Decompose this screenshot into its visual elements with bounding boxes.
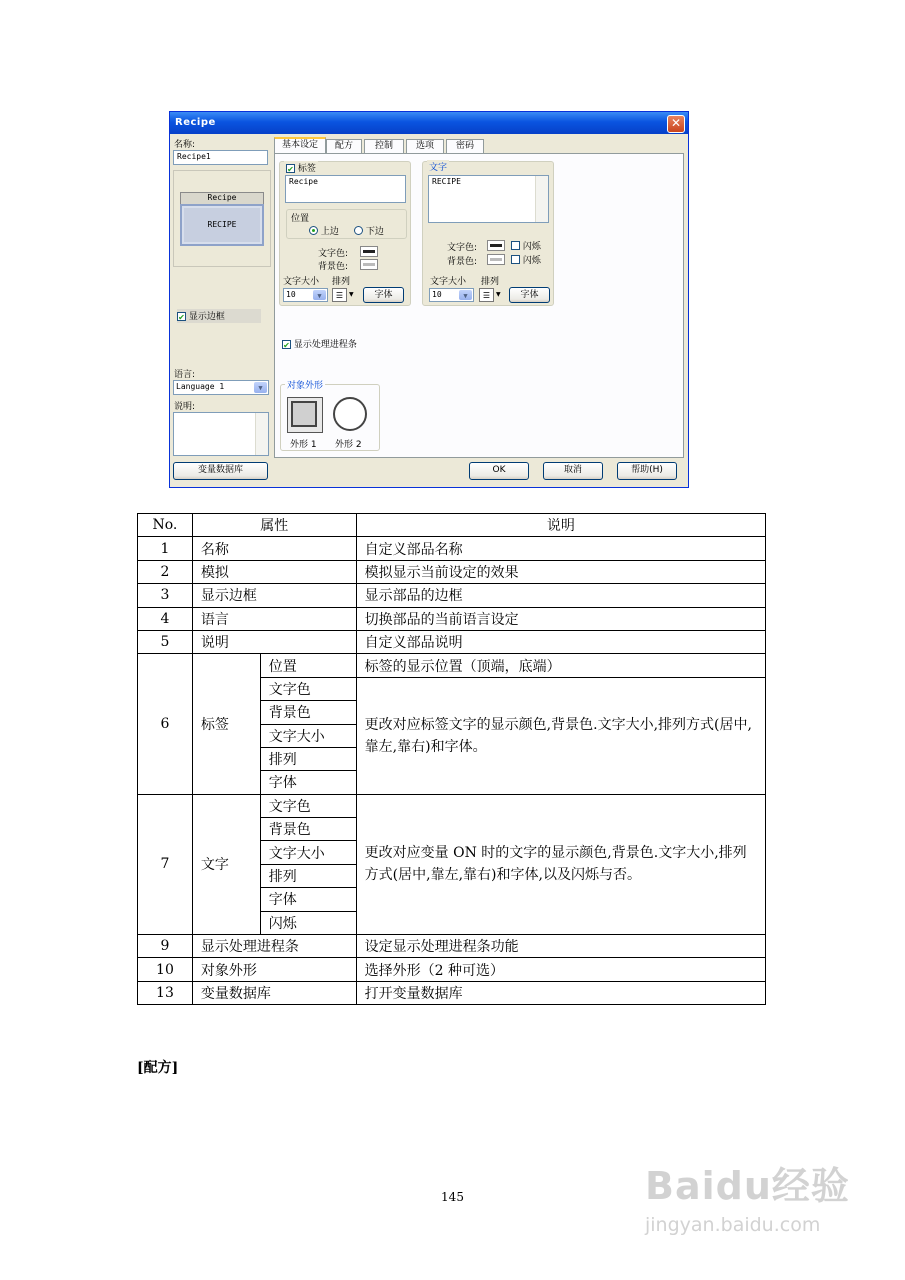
label-text-color-swatch[interactable] [360, 246, 378, 257]
label-font-button[interactable]: 字体 [363, 287, 404, 303]
label-font-size-select[interactable]: 10 ▼ [283, 288, 328, 302]
table-row: 文字色 更改对应标签文字的显示颜色,背景色.文字大小,排列方式(居中,靠左,靠右)和字体。 [138, 677, 766, 700]
show-border-checkbox[interactable]: ✔ 显示边框 [177, 309, 261, 323]
table-row: 1 名称 自定义部品名称 [138, 537, 766, 560]
table-row: 7 文字 文字色 更改对应变量 ON 时的文字的显示颜色,背景色.文字大小,排列方式(居中,靠左,靠右)和字体,以及闪烁与否。 [138, 794, 766, 817]
name-input[interactable]: Recipe1 [173, 150, 268, 165]
text-font-button[interactable]: 字体 [509, 287, 550, 303]
table-header-row [138, 514, 766, 537]
text-font-size-label: 文字大小 [430, 277, 467, 287]
description-input[interactable] [173, 412, 269, 456]
text-group-title: 文字 [427, 160, 449, 173]
table-row: 背景色 [138, 818, 766, 841]
table-row: 5 说明 自定义部品说明 [138, 630, 766, 653]
label-bg-color-swatch[interactable] [360, 259, 378, 270]
table-row: 4 语言 切换部品的当前语言设定 [138, 607, 766, 630]
header-no: No. [138, 514, 193, 537]
text-color-label: 文字色: [447, 243, 478, 253]
text-arrange-label: 排列 [481, 277, 500, 287]
preview-object: RECIPE [180, 204, 264, 246]
table-row: 10 对象外形 选择外形（2 种可选） [138, 958, 766, 981]
shape-1-option[interactable] [287, 397, 323, 433]
cancel-button[interactable]: 取消 [543, 462, 603, 480]
chevron-down-icon: ▼ [459, 290, 472, 300]
table-row: 闪烁 [138, 911, 766, 934]
page-number: 145 [441, 1190, 464, 1204]
position-label: 位置 [291, 214, 310, 224]
table-row: 2 模拟 模拟显示当前设定的效果 [138, 560, 766, 583]
label-font-size-label: 文字大小 [283, 277, 320, 287]
ok-button[interactable]: OK [469, 462, 529, 480]
checkbox-check-icon: ✔ [178, 313, 185, 322]
shape-2-label: 外形 2 [335, 440, 362, 450]
chevron-down-icon[interactable]: ▼ [496, 291, 501, 298]
table-row: 字体 [138, 888, 766, 911]
radio-icon [354, 226, 363, 235]
text-font-size-select[interactable]: 10 ▼ [429, 288, 474, 302]
checkbox-check-icon: ✔ [287, 165, 294, 174]
chevron-down-icon[interactable]: ▼ [349, 291, 354, 298]
tab-panel [274, 153, 684, 458]
tab-recipe[interactable]: 配方 [326, 139, 362, 153]
text-blink-checkbox[interactable]: 闪烁 [511, 239, 541, 252]
close-icon[interactable]: ✕ [667, 115, 685, 133]
align-center-icon[interactable]: ☰ [479, 288, 494, 302]
bg-blink-checkbox[interactable]: 闪烁 [511, 253, 541, 266]
align-center-icon[interactable]: ☰ [332, 288, 347, 302]
watermark-url: jingyan.baidu.com [645, 1214, 821, 1236]
tab-options[interactable]: 选项 [406, 139, 444, 153]
table-row: 文字大小 [138, 724, 766, 747]
show-progress-checkbox[interactable]: ✔ 显示处理进程条 [283, 340, 357, 350]
preview-area [173, 170, 271, 267]
table-row: 背景色 [138, 701, 766, 724]
table-row: 排列 [138, 864, 766, 887]
chevron-down-icon: ▼ [254, 382, 267, 393]
help-button[interactable]: 帮助(H) [617, 462, 677, 480]
variable-db-button[interactable]: 变量数据库 [173, 462, 268, 480]
header-attr: 属性 [192, 514, 356, 537]
text-color-swatch[interactable] [487, 240, 505, 251]
properties-table [137, 513, 766, 1005]
radio-icon [309, 226, 318, 235]
table-row: 6 标签 位置 标签的显示位置（顶端，底端） [138, 654, 766, 677]
text-value-input[interactable]: RECIPE [428, 175, 549, 223]
recipe-dialog [169, 111, 689, 488]
circle-shape-icon[interactable] [333, 397, 367, 431]
table-row: 9 显示处理进程条 设定显示处理进程条功能 [138, 935, 766, 958]
shape-group-title: 对象外形 [285, 378, 325, 391]
table-row: 3 显示边框 显示部品的边框 [138, 584, 766, 607]
text-bg-color-swatch[interactable] [487, 254, 505, 265]
shape-group [280, 381, 380, 451]
dialog-title: Recipe [175, 117, 216, 128]
language-select[interactable] [173, 380, 269, 395]
tab-basic-settings[interactable]: 基本设定 [274, 137, 326, 154]
label-group [279, 161, 411, 306]
language-label: 语言: [174, 370, 196, 380]
watermark-logo: Baidu经验 [645, 1164, 850, 1208]
label-group-toggle[interactable]: ✔ 标签 [284, 161, 318, 174]
preview-label: Recipe [180, 192, 264, 205]
watermark [645, 1155, 850, 1236]
position-bottom-radio[interactable]: 下边 [354, 224, 384, 237]
position-group [286, 209, 407, 239]
name-label: 名称: [174, 140, 196, 150]
section-heading: [配方] [137, 1060, 179, 1076]
table-row: 13 变量数据库 打开变量数据库 [138, 981, 766, 1004]
tab-password[interactable]: 密码 [446, 139, 484, 153]
label-text-color-label: 文字色: [318, 249, 349, 259]
label-bg-color-label: 背景色: [318, 262, 349, 272]
scrollbar[interactable] [255, 413, 268, 455]
tab-control[interactable]: 控制 [364, 139, 404, 153]
dialog-titlebar[interactable] [170, 112, 688, 134]
scrollbar[interactable] [535, 176, 548, 222]
header-desc: 说明 [356, 514, 765, 537]
shape-1-label: 外形 1 [290, 440, 317, 450]
description-label: 说明: [174, 402, 196, 412]
table-row: 文字大小 [138, 841, 766, 864]
chevron-down-icon: ▼ [313, 290, 326, 300]
checkbox-check-icon: ✔ [283, 341, 290, 350]
table-row: 排列 [138, 747, 766, 770]
table-row: 字体 [138, 771, 766, 794]
language-value: Language 1 [176, 382, 225, 391]
label-text-input[interactable]: Recipe [285, 175, 406, 203]
text-bg-color-label: 背景色: [447, 257, 478, 267]
label-arrange-label: 排列 [332, 277, 351, 287]
text-group [422, 161, 554, 306]
square-shape-icon [291, 401, 317, 427]
position-top-radio[interactable]: 上边 [309, 224, 339, 237]
